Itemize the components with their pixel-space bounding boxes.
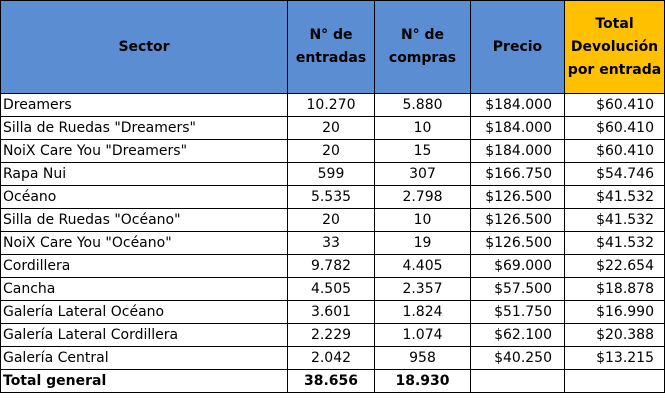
cell-purchases[interactable]: 2.798: [375, 186, 471, 209]
cell-price[interactable]: $69.000: [471, 255, 565, 278]
table-row: [1, 301, 665, 324]
cell-sector[interactable]: NoiX Care You "Océano": [1, 232, 288, 255]
header-sector[interactable]: Sector: [1, 1, 288, 94]
cell-price[interactable]: $40.250: [471, 347, 565, 370]
total-entries[interactable]: 38.656: [288, 370, 375, 393]
total-price[interactable]: [471, 370, 565, 393]
table-row: [1, 140, 665, 163]
cell-price[interactable]: $166.750: [471, 163, 565, 186]
table-row: [1, 94, 665, 117]
cell-purchases[interactable]: 1.824: [375, 301, 471, 324]
table-row: [1, 347, 665, 370]
header-row: [1, 1, 665, 94]
table-row: [1, 232, 665, 255]
cell-entries[interactable]: 4.505: [288, 278, 375, 301]
table-row: [1, 163, 665, 186]
cell-refund[interactable]: $60.410: [565, 140, 665, 163]
cell-entries[interactable]: 10.270: [288, 94, 375, 117]
table-row: [1, 324, 665, 347]
cell-purchases[interactable]: 1.074: [375, 324, 471, 347]
cell-refund[interactable]: $16.990: [565, 301, 665, 324]
cell-entries[interactable]: 20: [288, 140, 375, 163]
cell-sector[interactable]: NoiX Care You "Dreamers": [1, 140, 288, 163]
cell-refund[interactable]: $41.532: [565, 209, 665, 232]
cell-refund[interactable]: $60.410: [565, 94, 665, 117]
cell-purchases[interactable]: 958: [375, 347, 471, 370]
cell-entries[interactable]: 33: [288, 232, 375, 255]
header-entries[interactable]: N° de entradas: [288, 1, 375, 94]
cell-sector[interactable]: Galería Central: [1, 347, 288, 370]
table-row: [1, 255, 665, 278]
cell-refund[interactable]: $22.654: [565, 255, 665, 278]
cell-sector[interactable]: Galería Lateral Cordillera: [1, 324, 288, 347]
total-label[interactable]: Total general: [1, 370, 288, 393]
total-purchases[interactable]: 18.930: [375, 370, 471, 393]
table-row: [1, 278, 665, 301]
cell-purchases[interactable]: 19: [375, 232, 471, 255]
cell-price[interactable]: $126.500: [471, 209, 565, 232]
cell-price[interactable]: $62.100: [471, 324, 565, 347]
cell-price[interactable]: $57.500: [471, 278, 565, 301]
cell-price[interactable]: $184.000: [471, 94, 565, 117]
cell-purchases[interactable]: 15: [375, 140, 471, 163]
cell-purchases[interactable]: 10: [375, 117, 471, 140]
cell-price[interactable]: $126.500: [471, 186, 565, 209]
cell-sector[interactable]: Rapa Nui: [1, 163, 288, 186]
cell-entries[interactable]: 20: [288, 209, 375, 232]
cell-sector[interactable]: Dreamers: [1, 94, 288, 117]
cell-entries[interactable]: 3.601: [288, 301, 375, 324]
cell-entries[interactable]: 599: [288, 163, 375, 186]
cell-entries[interactable]: 2.229: [288, 324, 375, 347]
total-row: [1, 370, 665, 393]
header-price[interactable]: Precio: [471, 1, 565, 94]
cell-price[interactable]: $184.000: [471, 140, 565, 163]
cell-purchases[interactable]: 2.357: [375, 278, 471, 301]
total-refund[interactable]: [565, 370, 665, 393]
cell-sector[interactable]: Cancha: [1, 278, 288, 301]
cell-refund[interactable]: $20.388: [565, 324, 665, 347]
header-purchases[interactable]: N° de compras: [375, 1, 471, 94]
cell-refund[interactable]: $60.410: [565, 117, 665, 140]
cell-price[interactable]: $184.000: [471, 117, 565, 140]
cell-purchases[interactable]: 5.880: [375, 94, 471, 117]
cell-sector[interactable]: Cordillera: [1, 255, 288, 278]
cell-sector[interactable]: Océano: [1, 186, 288, 209]
cell-price[interactable]: $126.500: [471, 232, 565, 255]
cell-refund[interactable]: $54.746: [565, 163, 665, 186]
table-row: [1, 117, 665, 140]
cell-purchases[interactable]: 10: [375, 209, 471, 232]
cell-sector[interactable]: Silla de Ruedas "Océano": [1, 209, 288, 232]
table-row: [1, 186, 665, 209]
cell-refund[interactable]: $41.532: [565, 232, 665, 255]
cell-entries[interactable]: 20: [288, 117, 375, 140]
cell-purchases[interactable]: 307: [375, 163, 471, 186]
cell-sector[interactable]: Silla de Ruedas "Dreamers": [1, 117, 288, 140]
cell-entries[interactable]: 9.782: [288, 255, 375, 278]
cell-sector[interactable]: Galería Lateral Océano: [1, 301, 288, 324]
cell-entries[interactable]: 5.535: [288, 186, 375, 209]
cell-price[interactable]: $51.750: [471, 301, 565, 324]
table-row: [1, 209, 665, 232]
cell-entries[interactable]: 2.042: [288, 347, 375, 370]
header-refund[interactable]: Total Devolución por entrada: [565, 1, 665, 94]
cell-refund[interactable]: $41.532: [565, 186, 665, 209]
cell-refund[interactable]: $18.878: [565, 278, 665, 301]
cell-refund[interactable]: $13.215: [565, 347, 665, 370]
cell-purchases[interactable]: 4.405: [375, 255, 471, 278]
